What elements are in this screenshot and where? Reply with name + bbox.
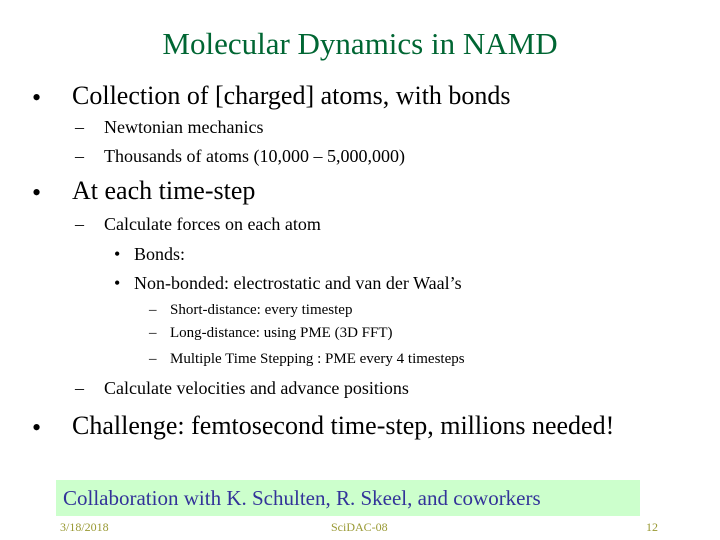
bullet-dot: •: [114, 273, 121, 293]
bullet-3: Challenge: femtosecond time-step, millions needed!: [72, 411, 615, 440]
dash-marker: –: [75, 117, 84, 137]
bullet-dot: •: [32, 178, 42, 207]
footer-page-number: 12: [646, 520, 658, 534]
dash-marker: –: [149, 325, 157, 341]
sub-bullet-velocities: Calculate velocities and advance positions: [104, 378, 409, 398]
sub-bullet-newtonian: Newtonian mechanics: [104, 117, 264, 137]
sub-sub-bullet-bonds: Bonds:: [134, 244, 186, 264]
footer-date: 3/18/2018: [60, 520, 109, 534]
collaboration-box: [56, 480, 640, 516]
detail-short-distance: Short-distance: every timestep: [170, 302, 353, 318]
sub-bullet-thousands: Thousands of atoms (10,000 – 5,000,000): [104, 146, 405, 166]
dash-marker: –: [75, 214, 84, 234]
dash-marker: –: [75, 146, 84, 166]
bullet-dot: •: [32, 413, 42, 442]
dash-marker: –: [149, 302, 157, 318]
sub-bullet-forces: Calculate forces on each atom: [104, 214, 321, 234]
bullet-1: Collection of [charged] atoms, with bonds: [72, 81, 511, 110]
dash-marker: –: [149, 351, 157, 367]
bullet-dot: •: [32, 83, 42, 112]
detail-mts: Multiple Time Stepping : PME every 4 timesteps: [170, 351, 465, 367]
bullet-dot: •: [114, 244, 121, 264]
slide-title: Molecular Dynamics in NAMD: [162, 26, 558, 61]
dash-marker: –: [75, 378, 84, 398]
bullet-2: At each time-step: [72, 176, 256, 205]
footer-event: SciDAC-08: [331, 520, 388, 534]
collaboration-text: Collaboration with K. Schulten, R. Skeel, and coworkers: [63, 486, 541, 510]
sub-sub-bullet-nonbonded: Non-bonded: electrostatic and van der Waal’s: [134, 273, 462, 293]
detail-long-distance: Long-distance: using PME (3D FFT): [170, 325, 393, 341]
